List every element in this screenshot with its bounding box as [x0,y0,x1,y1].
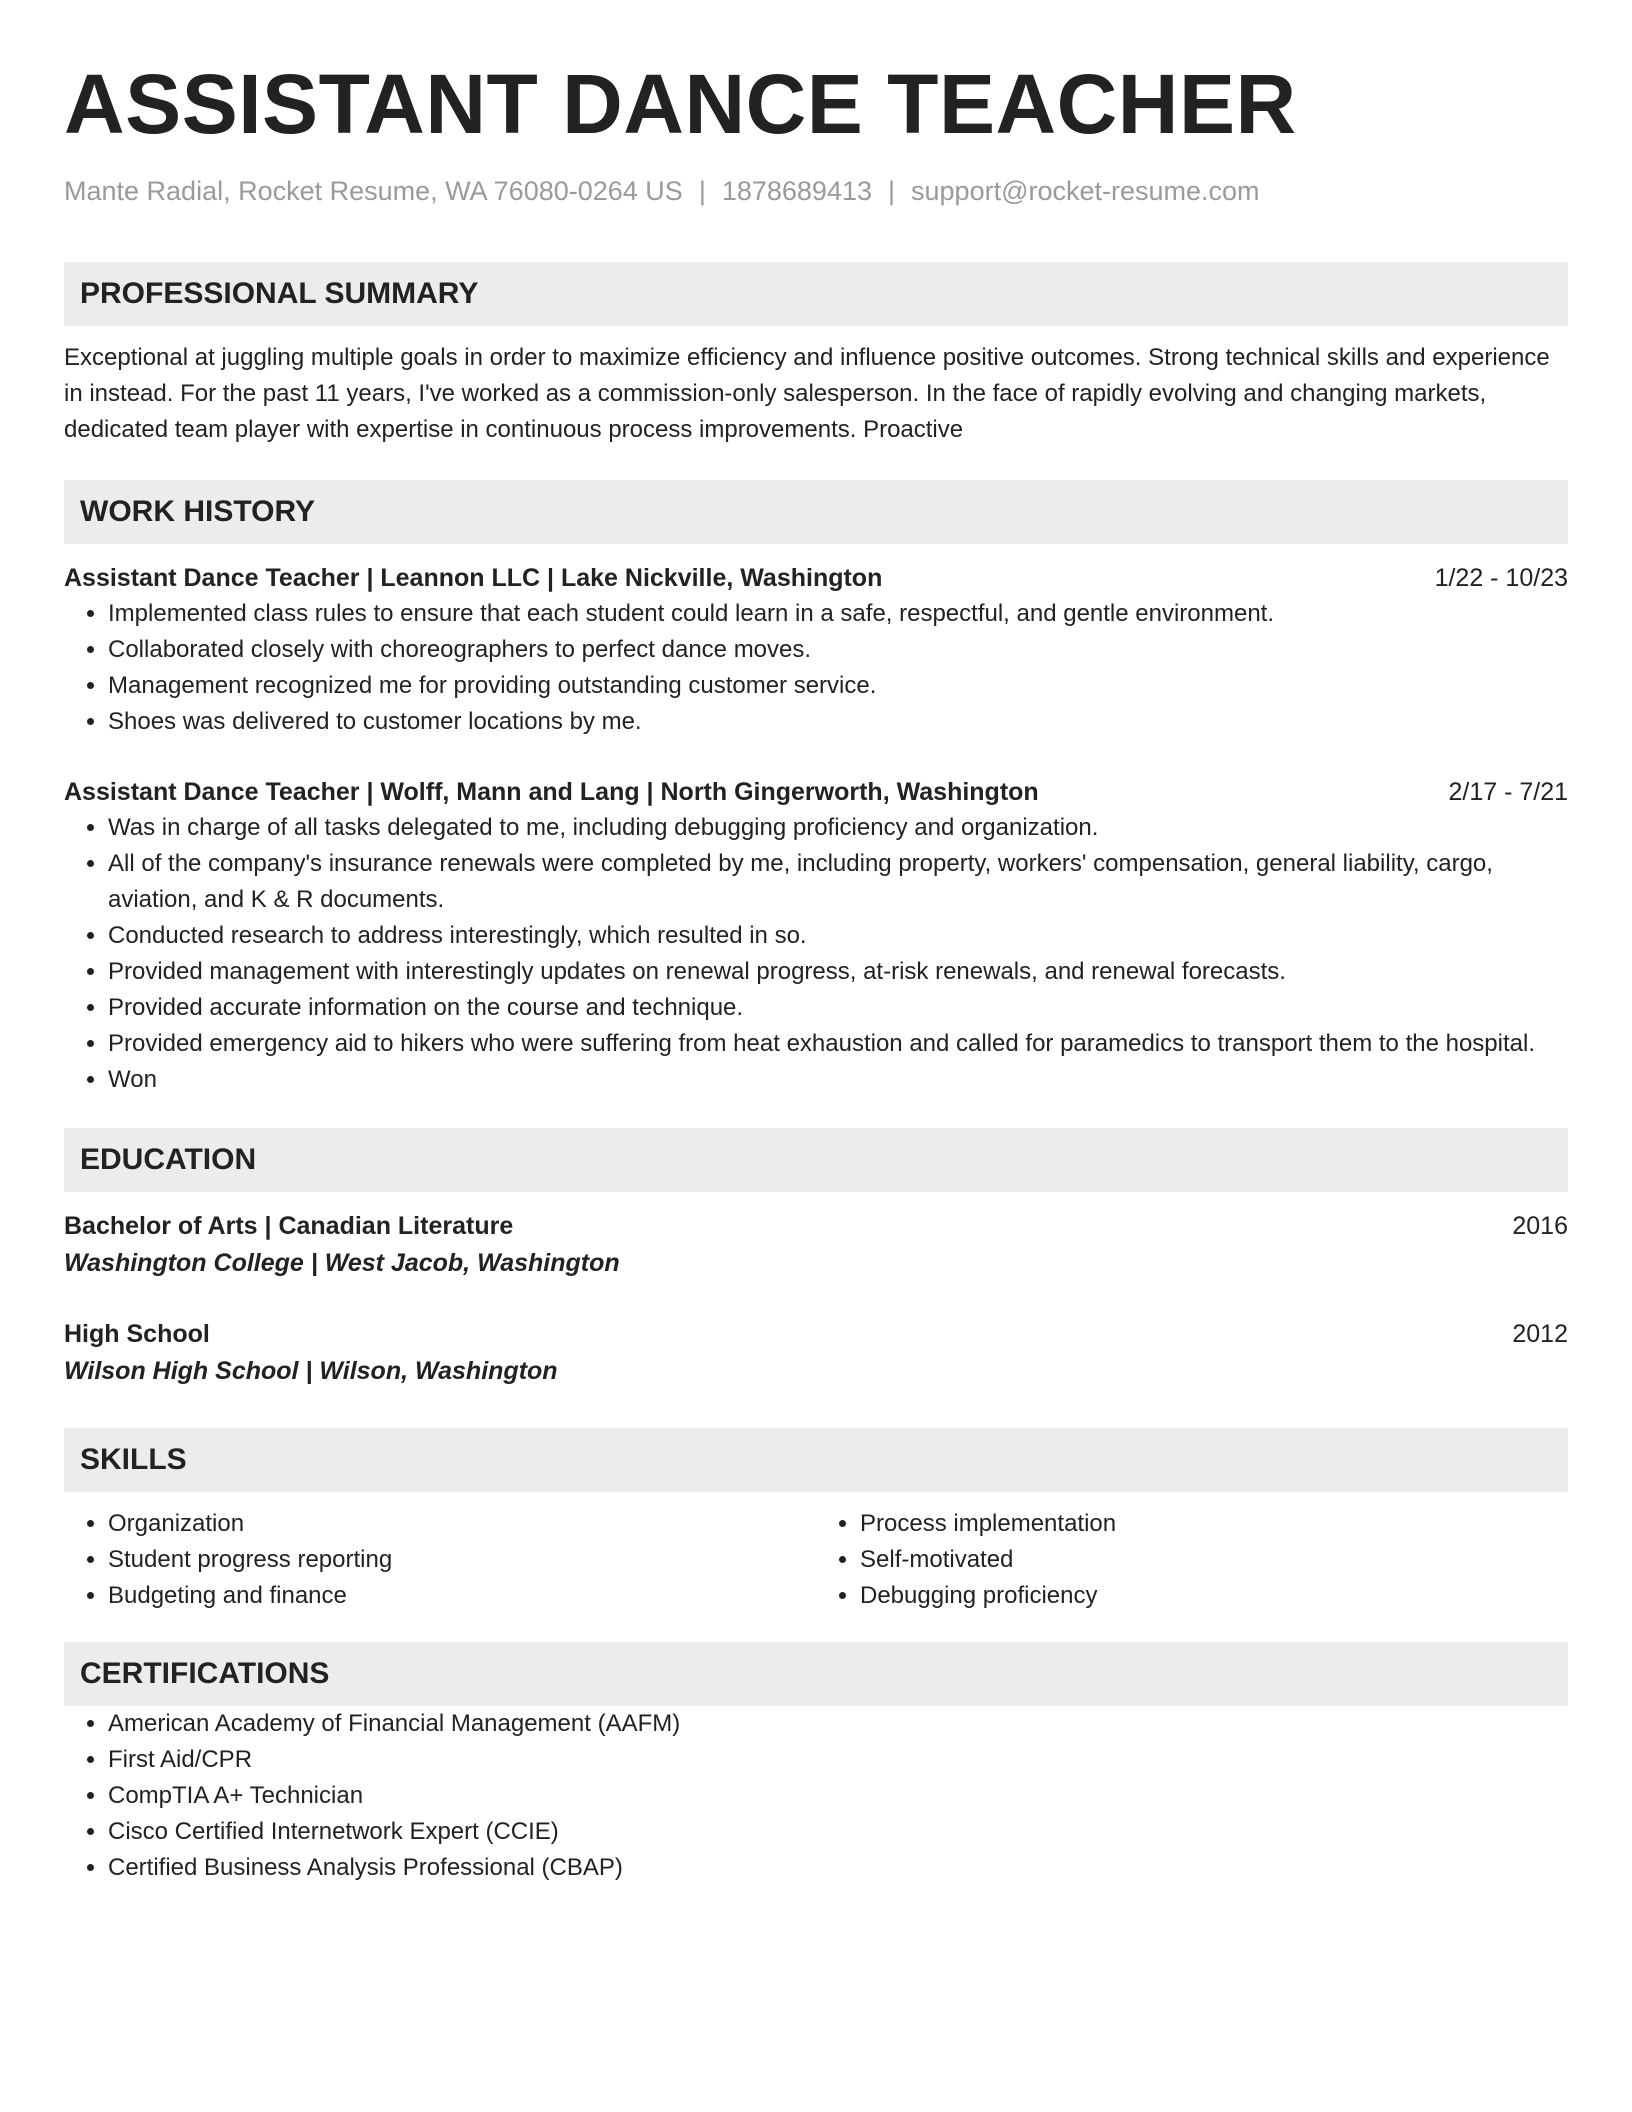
job-bullet: • Won [108,1062,1568,1098]
education-header [64,1316,1568,1352]
job-bullet: • All of the company's insurance renewals were completed by me, including property, workers' compensation, general liability, cargo, aviation, and K & R documents. [108,846,1568,918]
job-bullet: • Shoes was delivered to customer locations by me. [108,704,1568,740]
certification-item: • First Aid/CPR [108,1742,1568,1778]
skill-item: • Self-motivated [860,1542,1568,1578]
education-institution: Washington College | West Jacob, Washington [64,1249,620,1277]
job-title: Assistant Dance Teacher | Leannon LLC | Lake Nickville, Washington [64,564,883,592]
job-dates: 2/17 - 7/21 [1448,778,1568,806]
skill-item: • Process implementation [860,1506,1568,1542]
education-degree: High School [64,1320,210,1348]
certification-item: • CompTIA A+ Technician [108,1778,1568,1814]
skill-item: • Student progress reporting [108,1542,816,1578]
job-bullet: • Conducted research to address interestingly, which resulted in so. [108,918,1568,954]
certification-item: • Cisco Certified Internetwork Expert (CCIE) [108,1814,1568,1850]
skills-column-right [816,1506,1568,1614]
job-bullet: • Provided management with interestingly updates on renewal progress, at-risk renewals, and renewal forecasts. [108,954,1568,990]
education-degree: Bachelor of Arts | Canadian Literature [64,1212,514,1240]
job-bullet: • Implemented class rules to ensure that each student could learn in a safe, respectful, and gentle environment. [108,596,1568,632]
job-title: Assistant Dance Teacher | Wolff, Mann and Lang | North Gingerworth, Washington [64,778,1039,806]
summary-text: Exceptional at juggling multiple goals in order to maximize efficiency and influence positive outcomes. Strong technical skills and experience in instead. For the past 11 years, I've worked as a commission-only salesperson. In the face of rapidly evolving and changing markets, dedicated team player with expertise in continuous process improvements. Proactive [64,344,1550,443]
skill-item: • Organization [108,1506,816,1542]
education-institution: Wilson High School | Wilson, Washington [64,1357,558,1385]
contact-email: support@rocket-resume.com [911,176,1260,206]
job-dates: 1/22 - 10/23 [1434,564,1568,592]
contact-phone: 1878689413 [721,176,872,206]
job-bullet: • Collaborated closely with choreographers to perfect dance moves. [108,632,1568,668]
contact-address: Mante Radial, Rocket Resume, WA 76080-0264 US [64,176,683,206]
skills-list [64,1506,816,1614]
skill-item: • Budgeting and finance [108,1578,816,1614]
certification-item: • Certified Business Analysis Professional (CBAP) [108,1850,1568,1886]
section-heading-certifications: CERTIFICATIONS [64,1642,1568,1706]
skill-item: • Debugging proficiency [860,1578,1568,1614]
skills-list [816,1506,1568,1614]
education-year: 2016 [1512,1212,1568,1240]
contact-line [64,174,1568,208]
section-heading-skills: SKILLS [64,1428,1568,1492]
job-bullet: • Was in charge of all tasks delegated to me, including debugging proficiency and organization. [108,810,1568,846]
education-year: 2012 [1512,1320,1568,1348]
education-entry [64,1316,1568,1390]
job-bullet: • Provided accurate information on the course and technique. [108,990,1568,1026]
candidate-name: ASSISTANT DANCE TEACHER [64,57,1297,151]
job-header [64,560,1568,596]
contact-separator: | [698,176,706,206]
job-bullets [64,810,1568,1098]
certification-item: • American Academy of Financial Management (AAFM) [108,1706,1568,1742]
education-header [64,1208,1568,1244]
job-header [64,774,1568,810]
certifications-list [64,1706,1568,1886]
job-bullet: • Provided emergency aid to hikers who were suffering from heat exhaustion and called for paramedics to transport them to the hospital. [108,1026,1568,1062]
section-heading-work-history: WORK HISTORY [64,480,1568,544]
skills-grid [64,1506,1568,1614]
section-heading-education: EDUCATION [64,1128,1568,1192]
job-bullets [64,596,1568,740]
section-heading-summary: PROFESSIONAL SUMMARY [64,262,1568,326]
job-bullet: • Management recognized me for providing outstanding customer service. [108,668,1568,704]
skills-column-left [64,1506,816,1614]
contact-separator: | [888,176,896,206]
education-entry [64,1208,1568,1282]
